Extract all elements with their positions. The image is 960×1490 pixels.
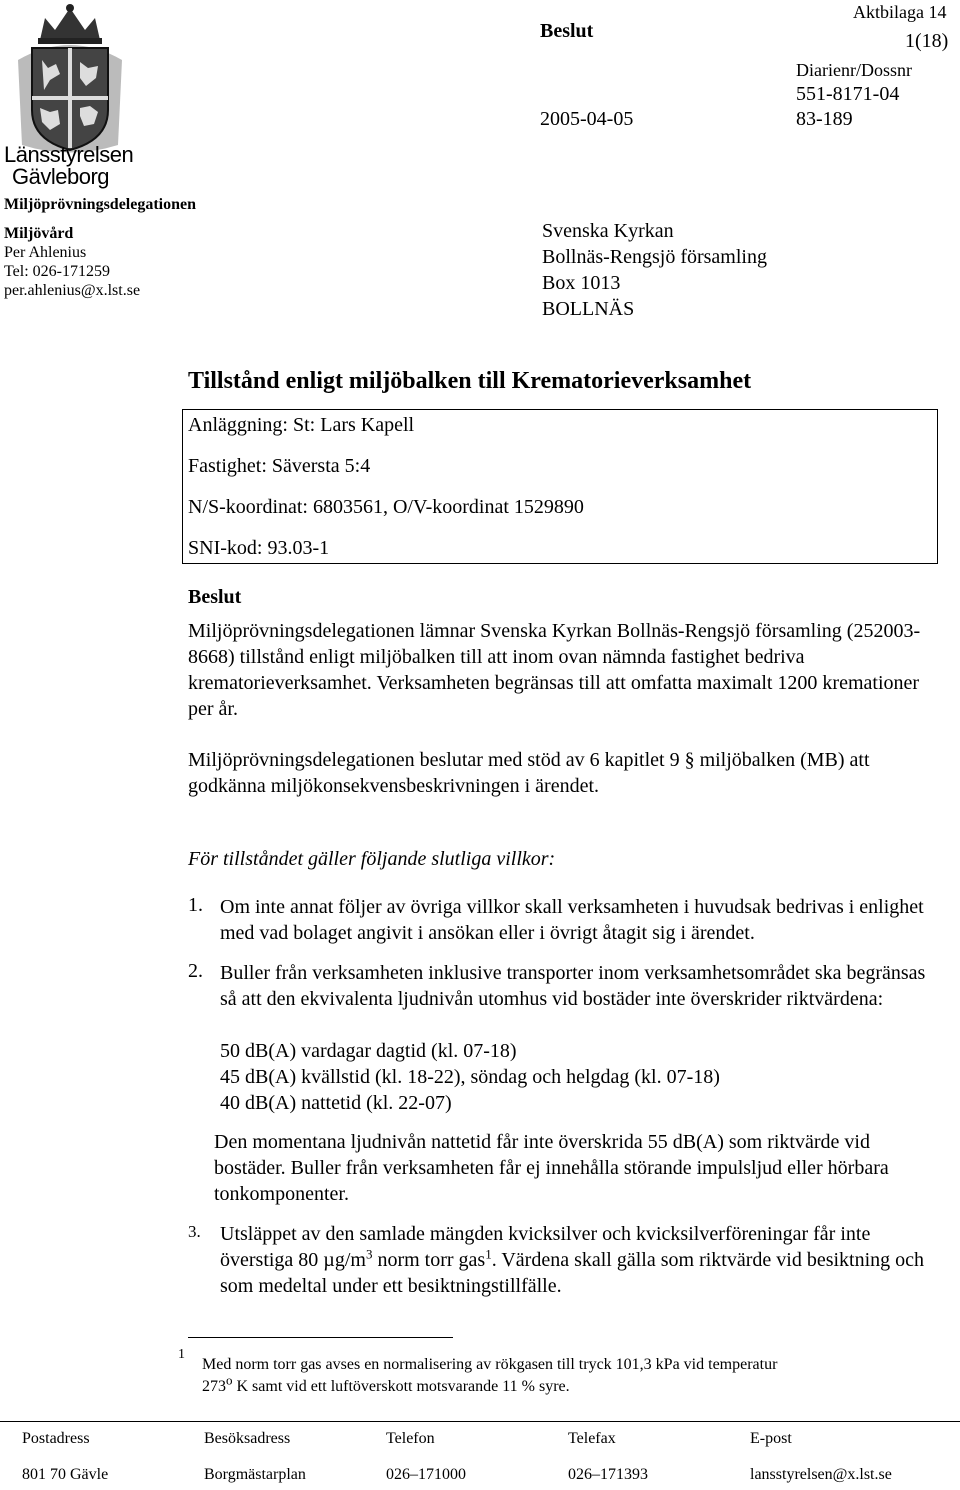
logo-line2: Gävleborg [12, 164, 110, 189]
decision-heading: Beslut [188, 586, 242, 608]
footer-telefon: 026–171000 [386, 1466, 466, 1483]
document-title: Tillstånd enligt miljöbalken till Krematorieverksamhet [188, 368, 752, 394]
logo-line1: Länsstyrelsen [4, 142, 134, 167]
decision-paragraph-2: Miljöprövningsdelegationen beslutar med stöd av 6 kapitlet 9 § miljöbalken (MB) att godkänna miljökonsekvensbeskrivningen i ärendet. [188, 749, 870, 797]
unit-superscript: 3 [365, 1246, 373, 1262]
footer-label-postadress: Postadress [22, 1430, 90, 1447]
recipient-line1: Svenska Kyrkan [542, 220, 674, 242]
page-number: 1(18) [905, 30, 949, 52]
sender-phone: Tel: 026-171259 [4, 263, 110, 280]
doc-type: Beslut [540, 20, 594, 42]
footer-label-telefon: Telefon [386, 1430, 435, 1447]
sender-contact [4, 224, 140, 300]
sender-name: Per Ahlenius [4, 244, 87, 261]
sni-code: SNI-kod: 93.03-1 [188, 537, 330, 559]
attachment-label: Aktbilaga 14 [853, 2, 947, 22]
conditions-heading: För tillståndet gäller följande slutliga villkor: [188, 848, 556, 870]
condition-3-text [220, 1221, 930, 1299]
diarienr-1: 551-8171-04 [796, 83, 900, 105]
diarienr-label: Diarienr/Dossnr [796, 60, 912, 80]
condition-3-number: 3. [188, 1222, 201, 1241]
condition-3-part-c: . Värdena skall gälla som riktvärde vid besiktning och som medeltal under ett besiktningstillfälle. [220, 1249, 925, 1297]
condition-3-part-b: norm torr gas [372, 1249, 486, 1271]
footnote-reference[interactable]: 1 [485, 1246, 492, 1262]
condition-2-text: Buller från verksamheten inklusive transporter inom verksamhetsområdet ska begränsas så att den ekvivalenta ljudnivån utomhus vid bostäder inte överskrider riktvärdena: [220, 962, 926, 1010]
footnote-text-rest: K samt vid ett luftöverskott motsvarande 11 % syre. [232, 1378, 570, 1395]
sender-delegation: Miljöprövningsdelegationen [4, 196, 197, 213]
footer-telefax: 026–171393 [568, 1466, 648, 1483]
property: Fastighet: Säversta 5:4 [188, 455, 371, 477]
footnote-text-line2 [202, 1372, 570, 1396]
logo-text [4, 144, 133, 188]
footer-divider [0, 1421, 960, 1422]
facility-name: Anläggning: St: Lars Kapell [188, 414, 415, 436]
footer-epost[interactable]: lansstyrelsen@x.lst.se [750, 1466, 892, 1483]
footnote-divider [188, 1337, 453, 1338]
noise-limit-evening: 45 dB(A) kvällstid (kl. 18-22), söndag och helgdag (kl. 07-18) [220, 1066, 720, 1088]
footnote-temp: 273 [202, 1378, 226, 1395]
degree-superscript: o [226, 1372, 233, 1388]
recipient-line3: Box 1013 [542, 272, 621, 294]
footnote-text-line1: Med norm torr gas avses en normalisering av rökgasen till tryck 101,3 kPa vid temperatur [202, 1356, 778, 1373]
recipient-line2: Bollnäs-Rengsjö församling [542, 246, 767, 268]
decision-date: 2005-04-05 [540, 108, 634, 130]
footer-postadress: 801 70 Gävle [22, 1466, 109, 1483]
condition-1-number: 1. [188, 894, 203, 916]
decision-paragraph-1: Miljöprövningsdelegationen lämnar Svenska Kyrkan Bollnäs-Rengsjö församling (252003-8668) tillstånd enligt miljöbalken till att inom ovan nämnda fastighet bedriva krematorieverksamhet. Verksamheten begränsas till att omfatta maximalt 1200 kremationer per år. [188, 620, 921, 720]
sender-email[interactable]: per.ahlenius@x.lst.se [4, 282, 141, 299]
condition-2-number: 2. [188, 960, 203, 982]
condition-1-text: Om inte annat följer av övriga villkor skall verksamheten i huvudsak bedrivas i enlighet med vad bolaget angivit i ansökan eller i övrigt åtagit sig i ärendet. [220, 896, 924, 944]
footer-besoksadress: Borgmästarplan [204, 1466, 306, 1483]
condition-3-part-a: Utsläppet av den samlade mängden kvicksilver och kvicksilverföreningar får inte överstiga 80 µg/m [220, 1223, 871, 1271]
recipient-line4: BOLLNÄS [542, 298, 635, 320]
noise-limit-day: 50 dB(A) vardagar dagtid (kl. 07-18) [220, 1040, 517, 1062]
condition-2-note: Den momentana ljudnivån nattetid får inte överskrida 55 dB(A) som riktvärde vid bostäder. Buller från verksamheten får ej innehålla störande impulsljud eller hörbara tonkomponenter. [214, 1131, 889, 1205]
sender-unit: Miljövård [4, 225, 74, 242]
footer-label-epost: E-post [750, 1430, 792, 1447]
diarienr-2: 83-189 [796, 108, 853, 130]
footer-label-telefax: Telefax [568, 1430, 616, 1447]
recipient-address [542, 218, 767, 322]
footnote-number: 1 [178, 1347, 185, 1362]
footer-label-besoksadress: Besöksadress [204, 1430, 291, 1447]
noise-limit-night: 40 dB(A) nattetid (kl. 22-07) [220, 1092, 452, 1114]
coordinates: N/S-koordinat: 6803561, O/V-koordinat 1529890 [188, 496, 584, 518]
